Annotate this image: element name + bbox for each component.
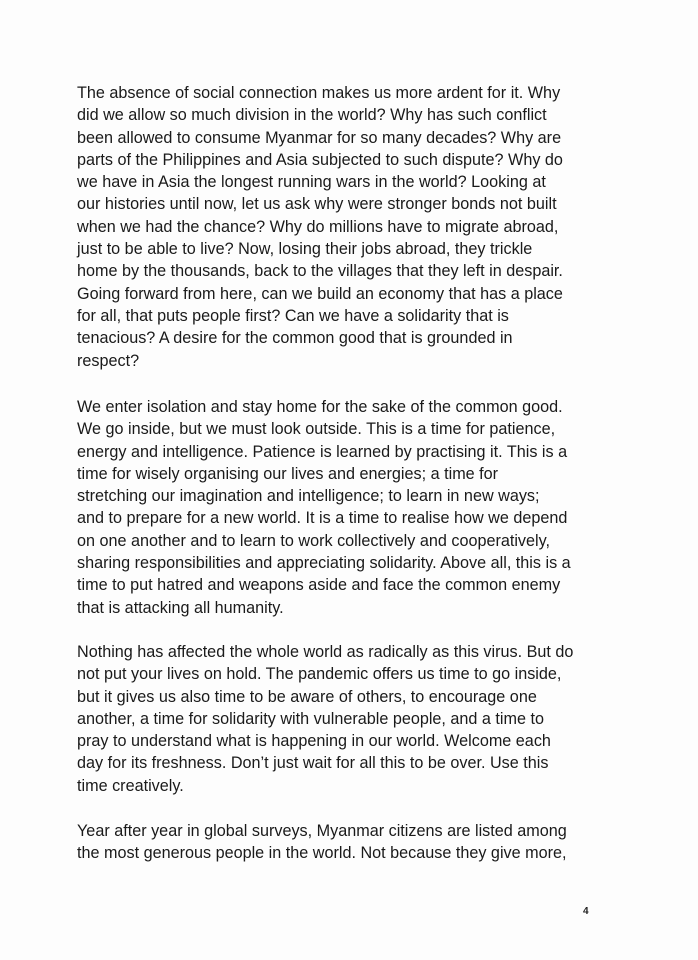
page-number: 4 bbox=[583, 906, 589, 917]
paragraph-social-connection: The absence of social connection makes us more ardent for it. Why did we allow so much division in the world? Why has such conflict been allowed to consume Myanmar for so many decades? Why are parts of the Philippines and Asia subjected to such dispute? Why do we have in Asia the longest running wars in the world? Looking at our histories until now, let us ask why were stronger bonds not built when we had the chance? Why do millions have to migrate abroad, just to be able to live? Now, losing their jobs abroad, they trickle home by the thousands, back to the villages that they left in despair. Going forward from here, can we build an economy that has a place for all, that puts people first? Can we have a solidarity that is tenacious? A desire for the common good that is grounded in respect? bbox=[77, 84, 563, 370]
paragraph-isolation: We enter isolation and stay home for the sake of the common good. We go inside, but we must look outside. This is a time for patience, energy and intelligence. Patience is learned by practising it. This is a time for wisely organising our lives and energies; a time for stretching our imagination and intelligence; to learn in new ways; and to prepare for a new world. It is a time to realise how we depend on one another and to learn to work collectively and cooperatively, sharing responsibilities and appreciating solidarity. Above all, this is a time to put hatred and weapons aside and face the common enemy that is attacking all humanity. bbox=[77, 398, 571, 617]
paragraph-virus: Nothing has affected the whole world as radically as this virus. But do not put your lives on hold. The pandemic offers us time to go inside, but it gives us also time to be aware of others, to encourage one another, a time for solidarity with vulnerable people, and a time to pray to understand what is happening in our world. Welcome each day for its freshness. Don’t just wait for all this to be over. Use this time creatively. bbox=[77, 643, 574, 795]
paragraph-generosity: Year after year in global surveys, Myanmar citizens are listed among the most generous people in the world. Not because they give more, bbox=[77, 822, 567, 863]
